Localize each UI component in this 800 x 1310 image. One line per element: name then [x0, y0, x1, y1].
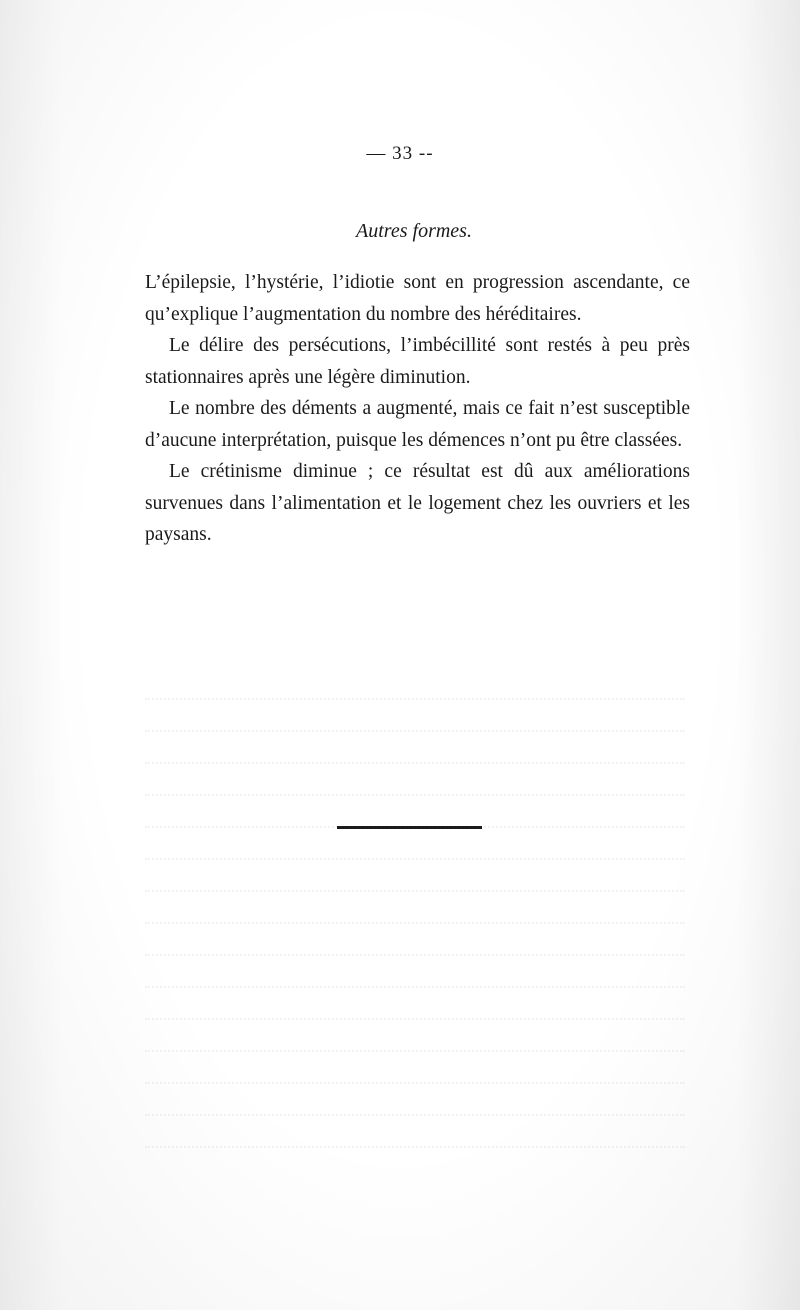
section-title: Autres formes. — [356, 220, 472, 242]
paragraph-2: Le délire des persécutions, l’imbécillité sont restés à peu près stationnaires après une légère diminution. — [145, 335, 690, 388]
paragraph-3: Le nombre des déments a augmenté, mais ce fait n’est susceptible d’aucune interprétation, puisque les démences n’ont pu être classées. — [145, 398, 690, 451]
body-text — [145, 267, 690, 551]
bleed-through-shadow — [145, 668, 685, 1138]
paragraph-4: Le crétinisme diminue ; ce résultat est dû aux améliorations survenues dans l’alimentation et le logement chez les ouvriers et les paysans. — [145, 461, 690, 545]
section-divider — [337, 826, 482, 829]
paragraph-1: L’épilepsie, l’hystérie, l’idiotie sont en progression ascendante, ce qu’explique l’augmentation du nombre des héréditaires. — [145, 272, 690, 325]
page-number: — 33 -- — [366, 143, 434, 164]
